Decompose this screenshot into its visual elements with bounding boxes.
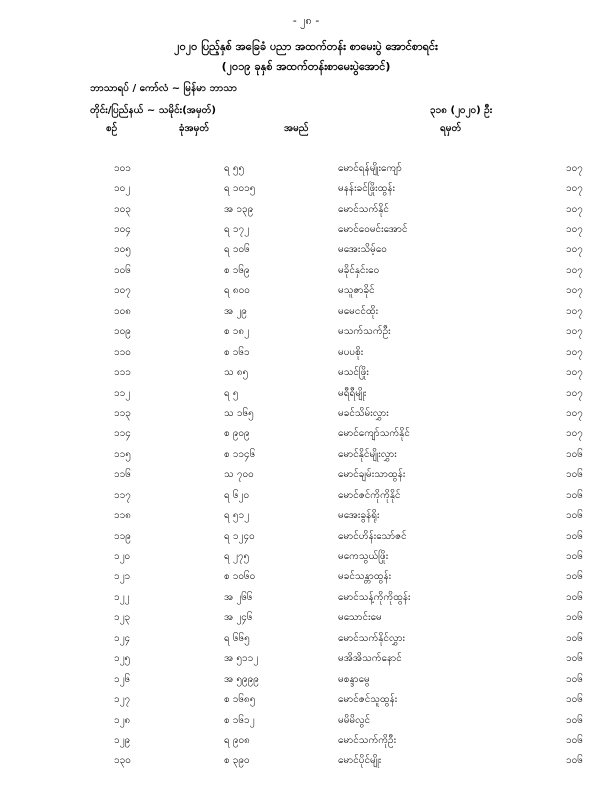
roll-number: စ ၉၀၉ bbox=[224, 428, 250, 440]
student-name: မမေငင်ထိုး bbox=[338, 305, 379, 317]
roll-number: အ ၅၁၁၂ bbox=[224, 653, 259, 665]
table-row bbox=[0, 403, 606, 423]
table-row bbox=[0, 158, 606, 178]
table-row bbox=[0, 546, 606, 566]
student-name: မသူဇာခိုင် bbox=[338, 285, 375, 297]
marks: ၁၀၆ bbox=[566, 469, 583, 481]
row-number: ၁၂၂ bbox=[114, 591, 130, 603]
marks: ၁၀၇ bbox=[566, 264, 583, 276]
roll-number: အ ၂၉ bbox=[224, 305, 247, 317]
student-name: မအိအိသက်နောင် bbox=[338, 653, 402, 665]
marks: ၁၀၆ bbox=[566, 510, 583, 522]
marks: ၁၀၇ bbox=[566, 162, 583, 174]
table-row bbox=[0, 383, 606, 403]
row-number: ၁၁၄ bbox=[114, 428, 131, 440]
roll-number: စ ၁၈၂ bbox=[224, 326, 250, 338]
table-row bbox=[0, 424, 606, 444]
student-name: မောင်ဇင်ကိုကိုနိုင် bbox=[338, 489, 401, 501]
marks: ၁၀၆ bbox=[566, 632, 583, 644]
roll-number: သ ၇၀၀ bbox=[224, 469, 254, 481]
marks: ၁၀၇ bbox=[566, 285, 583, 297]
row-number: ၁၂၅ bbox=[114, 653, 131, 665]
marks: ၁၀၇ bbox=[566, 428, 583, 440]
roll-number: စ ၁၆၁ bbox=[224, 346, 250, 358]
table-row bbox=[0, 751, 606, 771]
marks: ၁၀၇ bbox=[566, 387, 583, 399]
student-name: မနန်းခင်ဖြိုးထွန်း bbox=[338, 183, 396, 195]
row-number: ၁၀၅ bbox=[114, 244, 131, 256]
student-name: မောင်ဝေမင်းအောင် bbox=[338, 224, 408, 236]
table-row bbox=[0, 362, 606, 382]
marks: ၁၀၇ bbox=[566, 407, 583, 419]
marks: ၁၀၆ bbox=[566, 571, 583, 583]
header-marks: ရမှတ် bbox=[440, 123, 462, 134]
row-number: ၁၃၀ bbox=[114, 755, 131, 767]
region-line: တိုင်း/ပြည်နယ် ~ သမိုင်း(အမှတ်) bbox=[90, 105, 216, 116]
marks: ၁၀၇ bbox=[566, 183, 583, 195]
row-number: ၁၂၉ bbox=[114, 734, 131, 746]
student-name: မသောင်းမေ bbox=[338, 612, 382, 624]
total-count: ၃၁၈ (၂၀၂၀) ဦး bbox=[430, 105, 493, 116]
marks: ၁၀၆ bbox=[566, 612, 583, 624]
marks: ၁၀၆ bbox=[566, 653, 583, 665]
table-row bbox=[0, 526, 606, 546]
student-name: မောင်ရန်မျိုးကျော် bbox=[338, 162, 402, 174]
row-number: ၁၂၄ bbox=[114, 632, 131, 644]
document-title: ၂၀၂၀ ပြည့်နှစ် အခြေခံ ပညာ အထက်တန်း စာမေးပွဲ အောင်စာရင်း bbox=[174, 40, 438, 53]
table-row bbox=[0, 608, 606, 628]
marks: ၁၀၆ bbox=[566, 673, 583, 685]
table-row bbox=[0, 240, 606, 260]
marks: ၁၀၇ bbox=[566, 346, 583, 358]
document-subtitle: (၂၀၁၉ ခုနှစ် အထက်တန်းစာမေးပွဲအောင်) bbox=[221, 60, 391, 73]
row-number: ၁၂၇ bbox=[114, 694, 131, 706]
student-name: မရီရီမျိုး bbox=[338, 387, 367, 399]
table-row bbox=[0, 730, 606, 750]
student-name: မောင်သက်နိုင်လွှား bbox=[338, 632, 405, 644]
marks: ၁၀၆ bbox=[566, 448, 583, 460]
roll-number: စ ၁၆၁၂ bbox=[224, 714, 255, 726]
row-number: ၁၀၈ bbox=[114, 305, 131, 317]
marks: ၁၀၆ bbox=[566, 530, 583, 542]
roll-number: အ ၂၄၆ bbox=[224, 612, 253, 624]
marks: ၁၀၆ bbox=[566, 714, 583, 726]
subject-line: ဘာသာရပ် / ကော်လံ ~ မြန်မာ ဘာသာ bbox=[90, 83, 238, 94]
marks: ၁၀၇ bbox=[566, 326, 583, 338]
student-name: မောင်ကျော်သက်နိုင် bbox=[338, 428, 410, 440]
header-no: စဉ် bbox=[106, 123, 118, 134]
table-row bbox=[0, 649, 606, 669]
row-number: ၁၁၃ bbox=[114, 407, 131, 419]
roll-number: ရ ၅ bbox=[224, 387, 239, 399]
table-row bbox=[0, 260, 606, 280]
marks: ၁၀၆ bbox=[566, 551, 583, 563]
table-row bbox=[0, 465, 606, 485]
marks: ၁၀၇ bbox=[566, 224, 583, 236]
marks: ၁၀၇ bbox=[566, 203, 583, 215]
results-table bbox=[0, 158, 606, 771]
table-row bbox=[0, 485, 606, 505]
student-name: မောင်ပိုင်မျိုး bbox=[338, 755, 382, 767]
roll-number: သ ၈၅ bbox=[224, 367, 249, 379]
page-number: - ၂၈ - bbox=[292, 14, 320, 27]
table-row bbox=[0, 178, 606, 198]
student-name: မပပစိုး bbox=[338, 346, 364, 358]
roll-number: စ ၃၉၀ bbox=[224, 755, 250, 767]
roll-number: အ ၅၉၉၉ bbox=[224, 673, 259, 685]
header-roll: ခုံအမှတ် bbox=[178, 123, 210, 134]
student-name: မသက်သက်ဦး bbox=[338, 326, 391, 338]
roll-number: ရ ၈၀၀ bbox=[224, 285, 250, 297]
row-number: ၁၁၆ bbox=[114, 469, 131, 481]
roll-number: ရ ၁၂၄၀ bbox=[224, 530, 255, 542]
roll-number: ရ ၁၀၆ bbox=[224, 244, 250, 256]
roll-number: ရ ၆၆၅ bbox=[224, 632, 250, 644]
table-row bbox=[0, 322, 606, 342]
roll-number: စ ၁၆၈၅ bbox=[224, 694, 256, 706]
row-number: ၁၂၀ bbox=[114, 551, 131, 563]
roll-number: ရ ၆၂၀ bbox=[224, 489, 250, 501]
row-number: ၁၀၄ bbox=[114, 224, 131, 236]
row-number: ၁၀၂ bbox=[114, 183, 131, 195]
table-row bbox=[0, 628, 606, 648]
row-number: ၁၂၆ bbox=[114, 673, 131, 685]
row-number: ၁၂၃ bbox=[114, 612, 131, 624]
student-name: မောင်ဇင်သူထွန်း bbox=[338, 694, 398, 706]
student-name: မခင်သန္တာထွန်း bbox=[338, 571, 392, 583]
student-name: မခိုင်နှင်းဝေ bbox=[338, 264, 380, 276]
row-number: ၁၁၁ bbox=[114, 367, 131, 379]
table-row bbox=[0, 301, 606, 321]
table-row bbox=[0, 281, 606, 301]
roll-number: စ ၁၀၆၀ bbox=[224, 571, 256, 583]
marks: ၁၀၆ bbox=[566, 591, 583, 603]
marks: ၁၀၆ bbox=[566, 489, 583, 501]
table-row bbox=[0, 219, 606, 239]
row-number: ၁၀၉ bbox=[114, 326, 131, 338]
row-number: ၁၀၃ bbox=[114, 203, 131, 215]
roll-number: စ ၁၁၄၆ bbox=[224, 448, 256, 460]
student-name: မစန္ဒာမွေ bbox=[338, 673, 370, 685]
student-name: မအေးခွန်ရိုး bbox=[338, 510, 380, 522]
table-row bbox=[0, 444, 606, 464]
marks: ၁၀၇ bbox=[566, 305, 583, 317]
row-number: ၁၀၆ bbox=[114, 264, 131, 276]
row-number: ၁၁၉ bbox=[114, 530, 131, 542]
roll-number: ရ ၁၀၁၅ bbox=[224, 183, 256, 195]
row-number: ၁၁၈ bbox=[114, 510, 131, 522]
student-name: မောင်နိုင်မျိုးလွှား bbox=[338, 448, 397, 460]
roll-number: ရ ၅၁၂ bbox=[224, 510, 250, 522]
row-number: ၁၀၇ bbox=[114, 285, 131, 297]
student-name: မောင်သက်ကိုဦး bbox=[338, 734, 397, 746]
roll-number: ရ ၅၅ bbox=[224, 162, 245, 174]
table-row bbox=[0, 710, 606, 730]
student-name: မောင်ဟိန်းသော်ဇင် bbox=[338, 530, 407, 542]
table-row bbox=[0, 689, 606, 709]
table-row bbox=[0, 587, 606, 607]
row-number: ၁၂၈ bbox=[114, 714, 131, 726]
table-row bbox=[0, 505, 606, 525]
student-name: မအေးသိမ့်ဝေ bbox=[338, 244, 387, 256]
row-number: ၁၀၁ bbox=[114, 162, 131, 174]
student-name: မကေသွယ်ဖြိုး bbox=[338, 551, 389, 563]
student-name: မောင်သန့်ကိုကိုထွန်း bbox=[338, 591, 411, 603]
roll-number: စ ၁၆၉ bbox=[224, 264, 250, 276]
row-number: ၁၂၁ bbox=[114, 571, 131, 583]
roll-number: သ ၁၆၅ bbox=[224, 407, 254, 419]
table-row bbox=[0, 342, 606, 362]
roll-number: အ ၁၃၉ bbox=[224, 203, 254, 215]
header-name: အမည် bbox=[284, 123, 309, 134]
marks: ၁၀၆ bbox=[566, 755, 583, 767]
roll-number: ရ ၉၀၈ bbox=[224, 734, 250, 746]
roll-number: ရ ၂၇၅ bbox=[224, 551, 250, 563]
marks: ၁၀၇ bbox=[566, 367, 583, 379]
table-row bbox=[0, 669, 606, 689]
student-name: မသင်ဖြိုး bbox=[338, 367, 369, 379]
row-number: ၁၁၅ bbox=[114, 448, 131, 460]
table-row bbox=[0, 199, 606, 219]
marks: ၁၀၆ bbox=[566, 734, 583, 746]
marks: ၁၀၇ bbox=[566, 244, 583, 256]
row-number: ၁၁၀ bbox=[114, 346, 131, 358]
results-table-body bbox=[0, 158, 606, 771]
table-row bbox=[0, 567, 606, 587]
roll-number: ရ ၁၇၂ bbox=[224, 224, 250, 236]
student-name: မမိမိလွင် bbox=[338, 714, 371, 726]
row-number: ၁၁၇ bbox=[114, 489, 131, 501]
student-name: မောင်သက်နိုင် bbox=[338, 203, 389, 215]
row-number: ၁၁၂ bbox=[114, 387, 131, 399]
student-name: မောင်ချမ်းသာထွန်း bbox=[338, 469, 406, 481]
student-name: မခင်သိမ်းလွှား bbox=[338, 407, 389, 419]
marks: ၁၀၆ bbox=[566, 694, 583, 706]
roll-number: အ ၂၆၆ bbox=[224, 591, 253, 603]
